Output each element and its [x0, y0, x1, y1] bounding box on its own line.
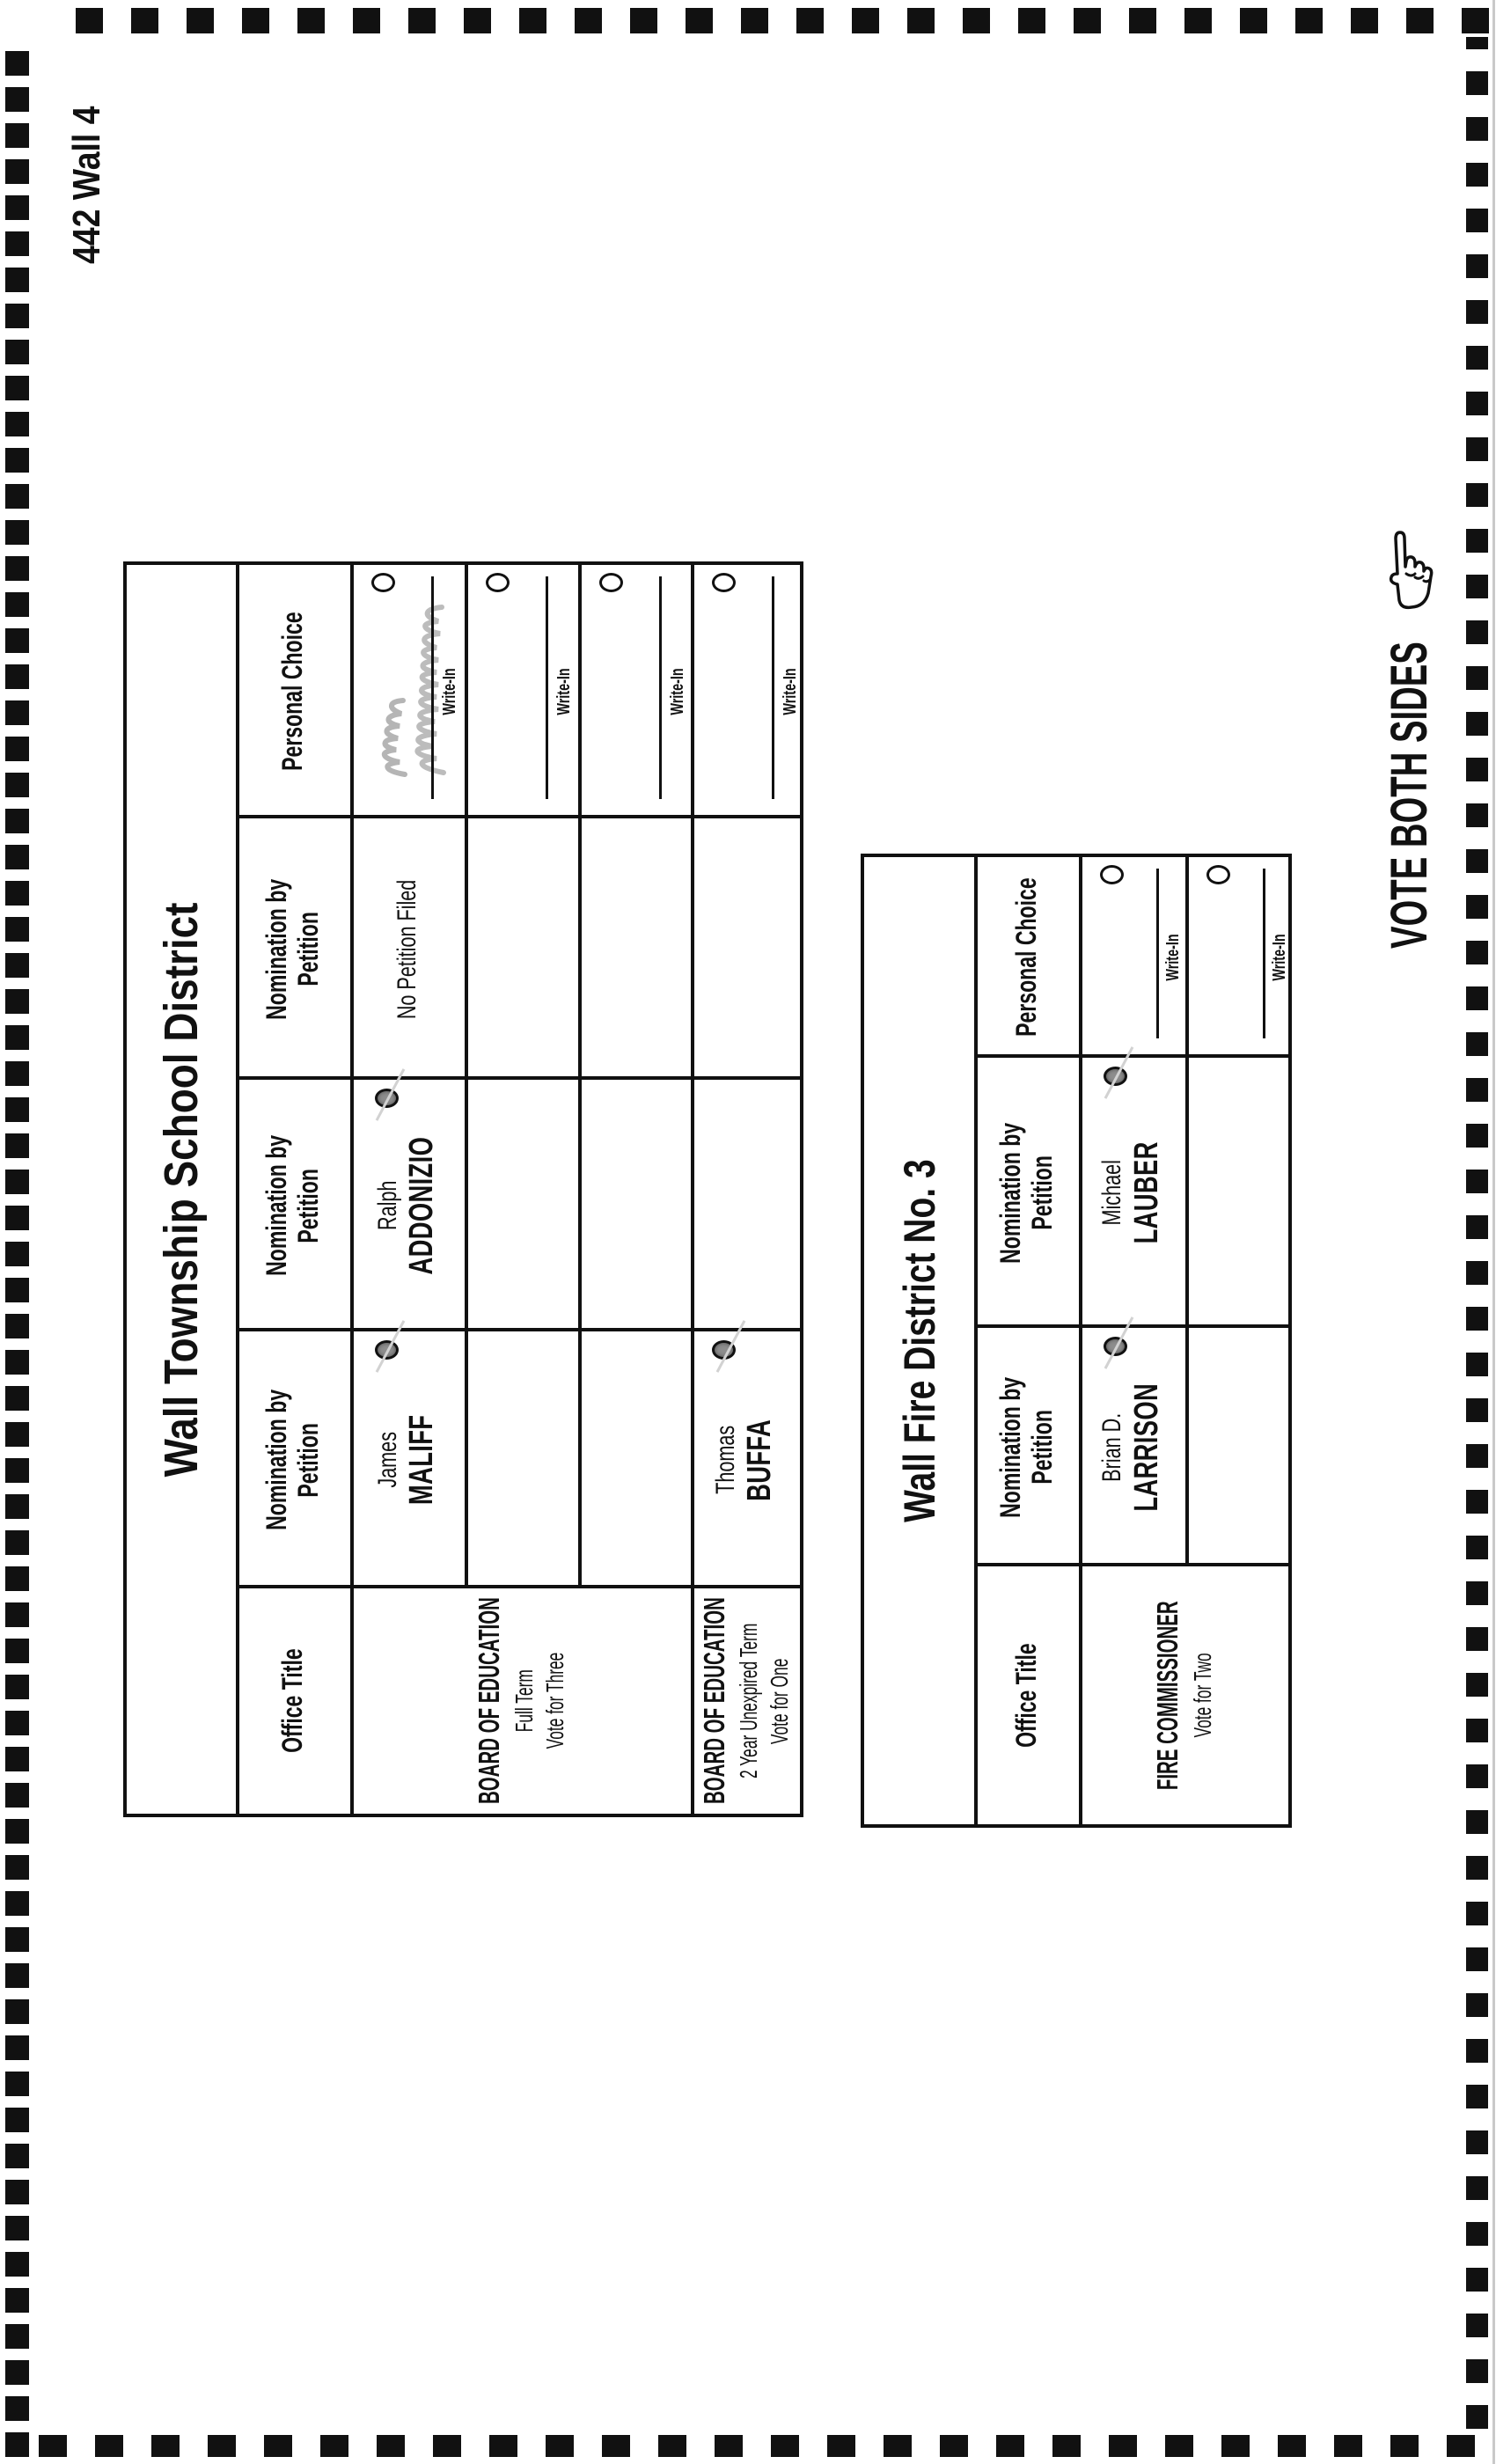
fire-table-title: Wall Fire District No. 3	[894, 1159, 944, 1522]
write-in-line[interactable]	[659, 576, 662, 799]
fire-nomination-header-2	[974, 1058, 1079, 1328]
personal-choice-header-text: Personal Choice	[276, 612, 309, 772]
write-in-oval-fire-2[interactable]	[1206, 865, 1230, 884]
write-in-oval-school-3[interactable]	[599, 573, 623, 592]
timing-marks-top	[5, 44, 29, 2457]
write-in-label: Write-In	[1163, 934, 1183, 981]
office-line1: FIRE COMMISSIONER	[1151, 1601, 1184, 1790]
school-table-title-cell	[127, 565, 236, 1814]
candidate-last-name: LAUBER	[1127, 1141, 1165, 1244]
timing-marks-right	[76, 8, 1491, 33]
write-in-oval-school-4[interactable]	[712, 573, 736, 592]
precinct-label-text: 442 Wall 4	[65, 106, 108, 264]
nomination-header-line1: Nomination by	[994, 1376, 1026, 1518]
office-line2: Full Term	[510, 1669, 538, 1733]
write-in-label: Write-In	[440, 668, 459, 715]
nomination-header-line1: Nomination by	[260, 1390, 293, 1530]
school-nomination-header-3	[236, 818, 350, 1080]
no-petition-cell	[350, 818, 465, 1080]
school-nomination-header-2	[236, 1080, 350, 1331]
office-cell-boe-unexpired	[691, 1588, 800, 1814]
write-in-oval-fire-1[interactable]	[1100, 865, 1124, 884]
candidate-cell-buffa	[691, 1331, 800, 1588]
write-in-cell-fire-2	[1185, 857, 1288, 1058]
nomination-header-line2: Petition	[292, 912, 324, 986]
timing-marks-left	[39, 2435, 1489, 2457]
school-district-table	[123, 561, 803, 1817]
school-table-title: Wall Township School District	[155, 902, 208, 1477]
candidate-cell-lauber	[1079, 1058, 1185, 1328]
no-petition-text: No Petition Filed	[392, 879, 422, 1019]
nomination-header-line2: Petition	[292, 1168, 324, 1243]
candidate-cell-larrison	[1079, 1328, 1185, 1566]
nomination-header-line2: Petition	[292, 1422, 324, 1498]
write-in-cell-school-3	[578, 565, 691, 818]
candidate-cell-maliff	[350, 1331, 465, 1588]
personal-choice-header-text: Personal Choice	[1009, 877, 1042, 1038]
office-cell-boe-full-term	[350, 1588, 691, 1814]
pointing-hand-icon	[1385, 528, 1434, 616]
scan-edge-shadow	[1492, 0, 1495, 2464]
school-personal-choice-header	[236, 565, 350, 818]
write-in-oval-school-2[interactable]	[486, 573, 510, 592]
write-in-line[interactable]	[772, 576, 774, 799]
school-nomination-header-1	[236, 1331, 350, 1588]
office-line3: Vote for Three	[540, 1653, 568, 1749]
write-in-line[interactable]	[1263, 869, 1265, 1038]
nomination-header-line1: Nomination by	[994, 1122, 1026, 1264]
office-line1: BOARD OF EDUCATION	[473, 1597, 506, 1805]
write-in-label: Write-In	[554, 668, 574, 715]
nomination-header-line2: Petition	[1025, 1155, 1058, 1230]
fire-table-title-cell	[864, 857, 974, 1824]
office-line3: Vote for One	[766, 1658, 794, 1744]
candidate-first-name: Michael	[1097, 1160, 1127, 1226]
candidate-last-name: LARRISON	[1127, 1382, 1165, 1512]
vote-both-sides-text: VOTE BOTH SIDES	[1381, 642, 1438, 949]
candidate-last-name: BUFFA	[741, 1419, 779, 1501]
nomination-header-line2: Petition	[1025, 1410, 1058, 1485]
nomination-header-line1: Nomination by	[260, 878, 293, 1020]
school-office-title-header	[236, 1588, 350, 1814]
write-in-label: Write-In	[1270, 934, 1289, 981]
write-in-cell-school-1	[350, 565, 465, 818]
office-title-header-text: Office Title	[276, 1648, 309, 1754]
write-in-line[interactable]	[1156, 869, 1159, 1038]
candidate-last-name: ADDONIZIO	[403, 1136, 441, 1275]
office-line2: 2 Year Unexpired Term	[735, 1623, 763, 1779]
office-cell-fire-commissioner	[1079, 1566, 1288, 1824]
write-in-line[interactable]	[546, 576, 548, 799]
candidate-first-name: James	[372, 1432, 402, 1488]
write-in-label: Write-In	[668, 668, 687, 715]
fire-district-table	[861, 854, 1292, 1828]
office-title-header-text: Office Title	[1009, 1643, 1042, 1748]
timing-marks-bottom	[1466, 37, 1488, 2429]
candidate-first-name: Brian D.	[1097, 1412, 1127, 1482]
candidate-first-name: Thomas	[710, 1425, 740, 1495]
candidate-last-name: MALIFF	[403, 1414, 441, 1506]
write-in-cell-school-2	[465, 565, 578, 818]
fire-office-title-header	[974, 1566, 1079, 1824]
write-in-cell-fire-1	[1079, 857, 1185, 1058]
nomination-header-line1: Nomination by	[260, 1135, 293, 1276]
precinct-label	[65, 78, 109, 264]
candidate-first-name: Ralph	[372, 1180, 402, 1231]
fire-personal-choice-header	[974, 857, 1079, 1058]
write-in-label: Write-In	[781, 668, 800, 715]
office-line2: Vote for Two	[1188, 1653, 1216, 1738]
write-in-cell-school-4	[691, 565, 800, 818]
fire-nomination-header-1	[974, 1328, 1079, 1566]
office-line1: BOARD OF EDUCATION	[697, 1597, 730, 1805]
candidate-cell-addonizio	[350, 1080, 465, 1331]
write-in-line[interactable]	[431, 576, 434, 799]
